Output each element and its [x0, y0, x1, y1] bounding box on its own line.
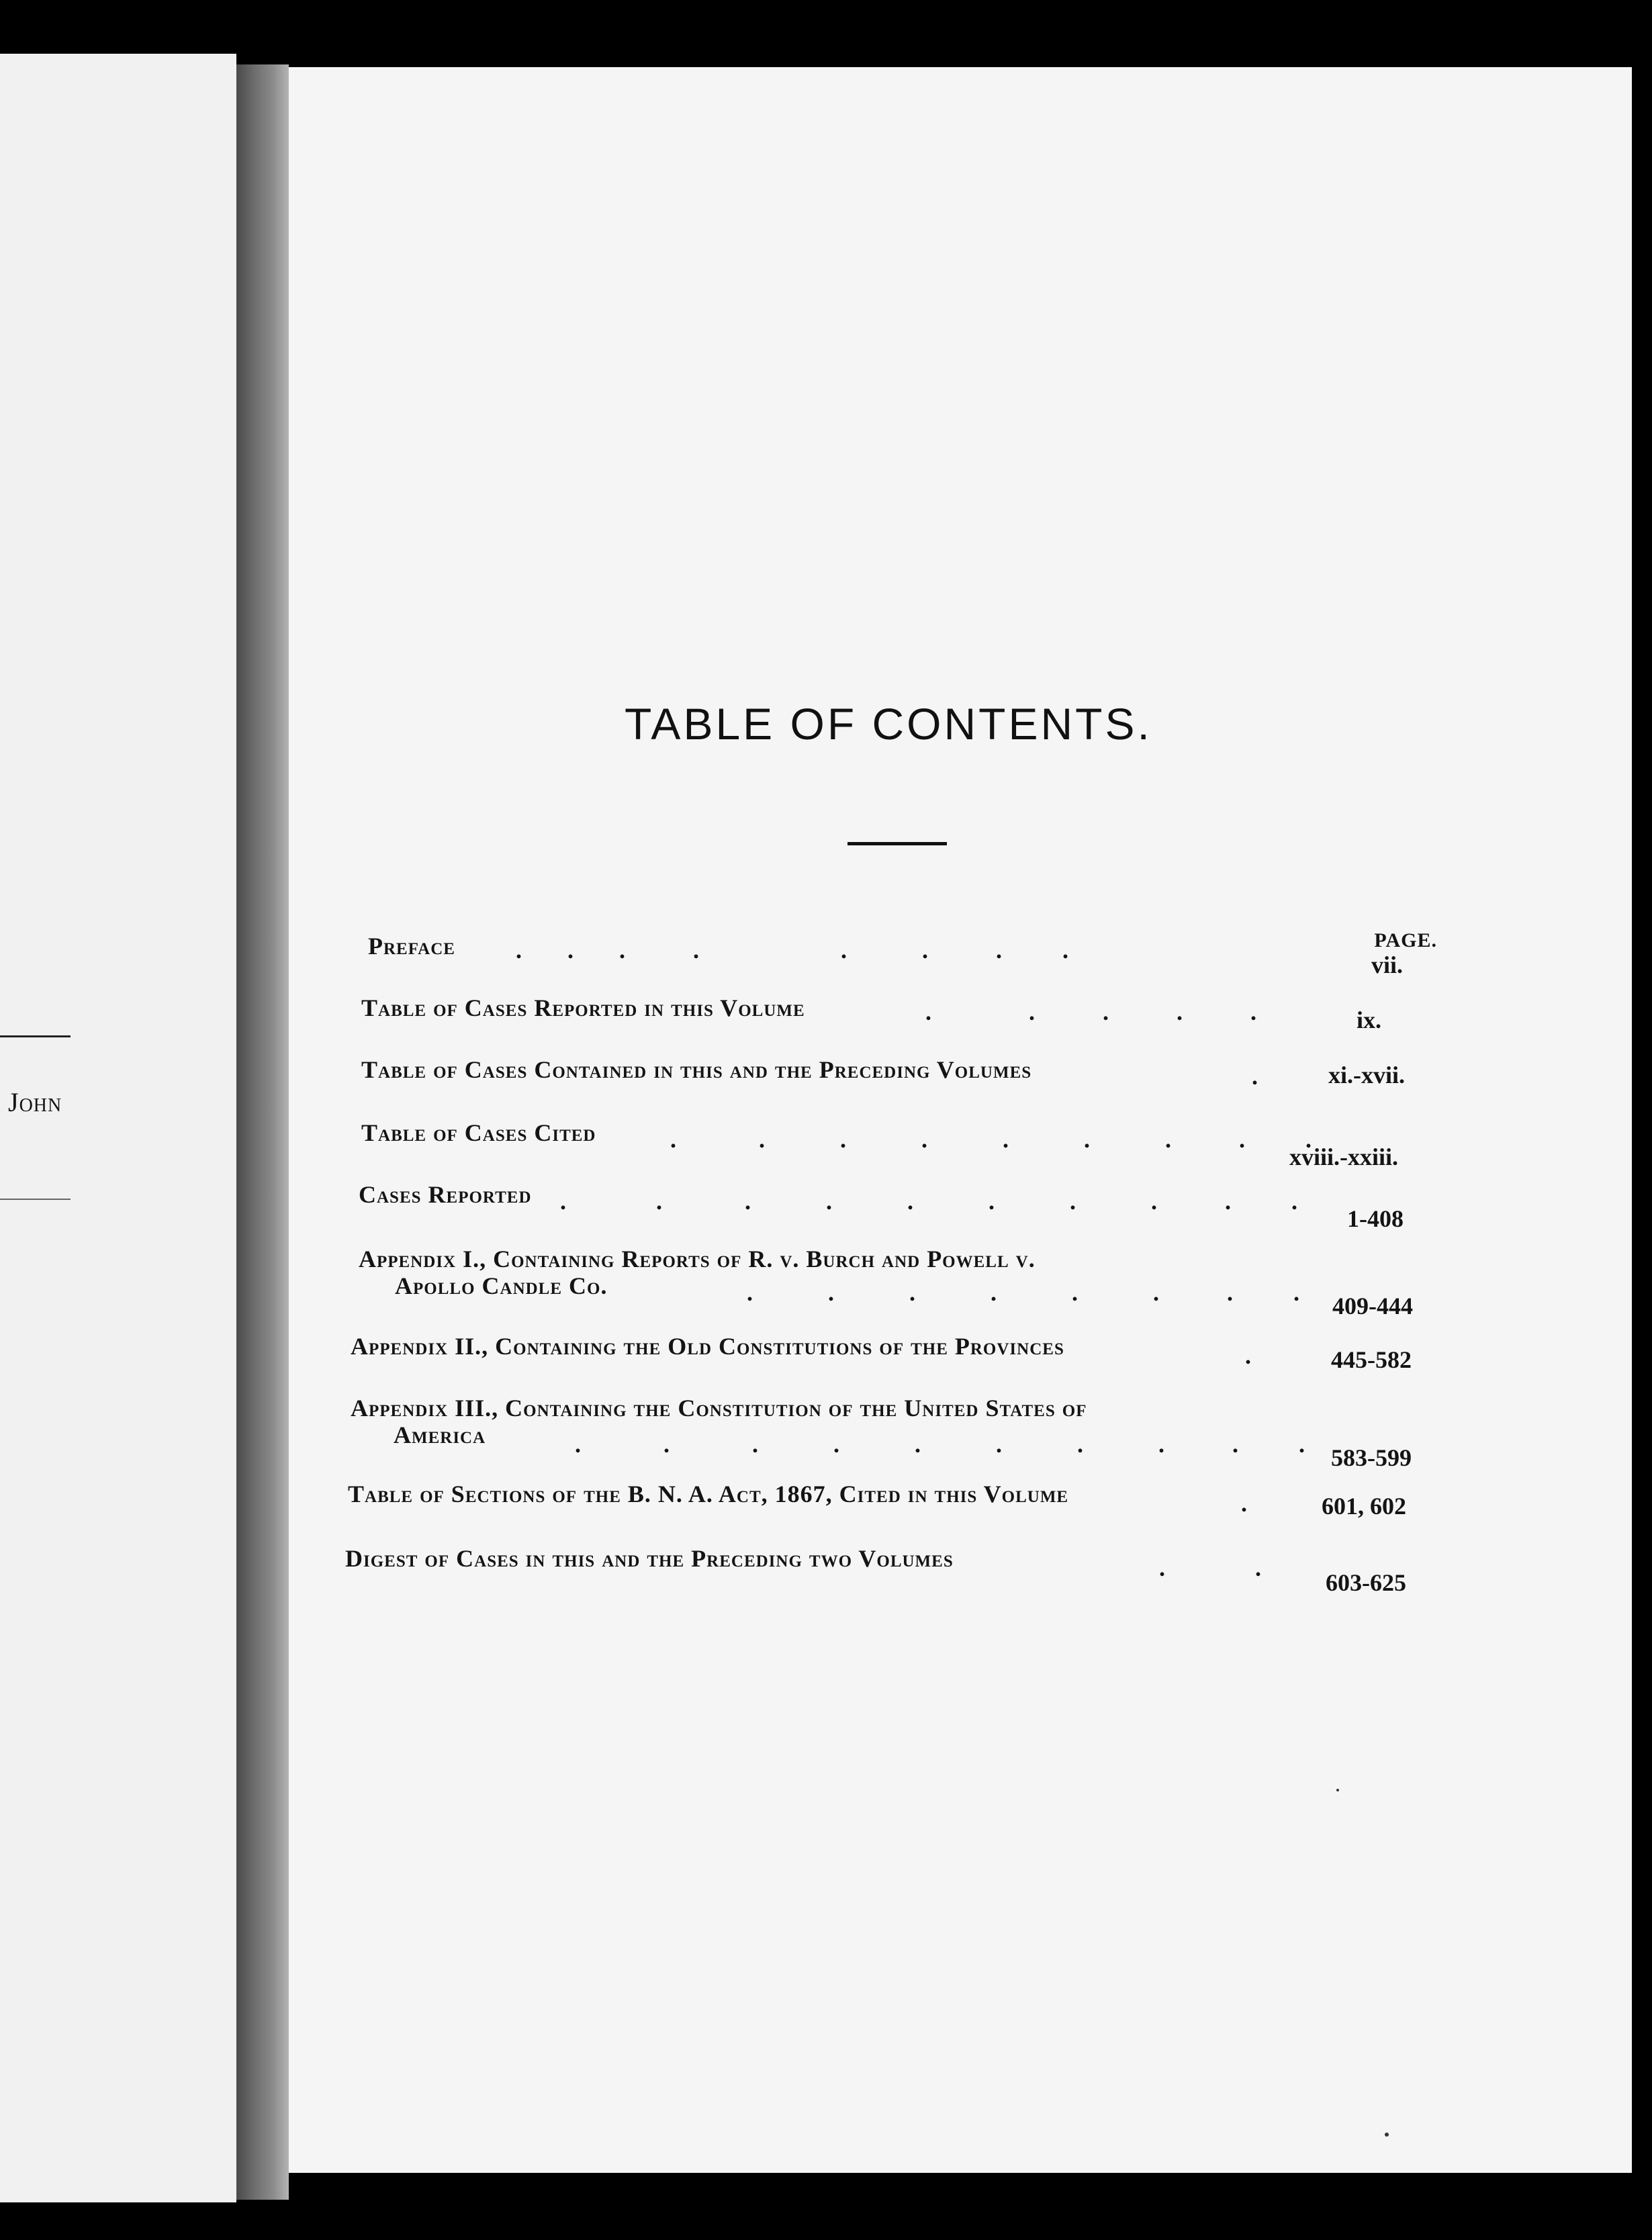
leader-dots: .: [1245, 1342, 1252, 1369]
toc-entry-page: ix.: [1357, 1007, 1382, 1033]
toc-entry-page: xi.-xvii.: [1328, 1062, 1405, 1088]
left-page-fragment: John: [8, 1087, 62, 1117]
toc-entry-label: Preface: [368, 933, 455, 960]
title-divider: [847, 842, 947, 845]
paper-speck: [1385, 2133, 1389, 2137]
toc-entry: [348, 1480, 1416, 1520]
toc-entry-label: Appendix III., Containing the Constitution of the United States of: [351, 1395, 1087, 1421]
leader-dots: . .: [1159, 1554, 1263, 1581]
toc-entry-page: 1-408: [1347, 1205, 1404, 1232]
toc-entry-label-continued: Apollo Candle Co.: [395, 1272, 608, 1299]
paper-speck: [1336, 1789, 1339, 1791]
toc-entry-label-continued: America: [394, 1421, 486, 1448]
leader-dots: . . . . . . . .: [747, 1279, 1301, 1306]
leader-dots: .: [1241, 1490, 1248, 1517]
left-page-rule: [0, 1035, 71, 1037]
toc-entry: [361, 994, 1422, 1034]
page-column-heading: PAGE.: [1374, 929, 1437, 951]
toc-entry: [368, 932, 1429, 978]
toc-entry-page: 603-625: [1326, 1569, 1406, 1596]
leader-dots: . . . . . . . . . .: [560, 1188, 1299, 1215]
book-gutter: [236, 64, 289, 2200]
toc-entry-page: 445-582: [1331, 1346, 1412, 1373]
toc-entry-label: Digest of Cases in this and the Preceding two Volumes: [345, 1545, 954, 1572]
left-page: [0, 54, 236, 2202]
toc-entry: [345, 1544, 1413, 1596]
toc-entry-label: Table of Cases Contained in this and the Preceding Volumes: [361, 1056, 1032, 1083]
toc-entry-page: xviii.-xxiii.: [1289, 1144, 1398, 1170]
toc-entry-label: Table of Sections of the B. N. A. Act, 1867, Cited in this Volume: [348, 1481, 1069, 1507]
scan-border-top: [0, 0, 1652, 54]
toc-entry: [351, 1394, 1418, 1471]
page-title: TABLE OF CONTENTS.: [625, 699, 1152, 749]
toc-entry-label: Cases Reported: [359, 1181, 532, 1208]
toc-entry: [351, 1332, 1418, 1372]
toc-entry-label: Appendix I., Containing Reports of R. v. Burch and Powell v.: [359, 1246, 1036, 1272]
toc-entry: [359, 1180, 1420, 1232]
toc-entry: [361, 1056, 1422, 1096]
toc-entry: [359, 1245, 1420, 1319]
leader-dots: . . . . . . . . .: [670, 1126, 1313, 1153]
toc-entry-page: 409-444: [1332, 1293, 1413, 1319]
toc-entry-page: 601, 602: [1322, 1493, 1406, 1520]
leader-dots: . . . . . . . .: [516, 937, 1070, 964]
toc-entry-label: Table of Cases Cited: [361, 1119, 596, 1146]
leader-dots: . . . . .: [925, 998, 1258, 1025]
toc-entry: [361, 1119, 1422, 1170]
leader-dots: . . . . . . . . . .: [575, 1431, 1306, 1458]
toc-entry-label: Table of Cases Reported in this Volume: [361, 994, 805, 1021]
leader-dots: .: [1252, 1063, 1259, 1090]
toc-entry-page: vii.: [1371, 951, 1404, 978]
toc-entry-label: Appendix II., Containing the Old Constitutions of the Provinces: [351, 1333, 1064, 1360]
left-page-rule: [0, 1199, 71, 1200]
toc-entry-page: 583-599: [1331, 1444, 1412, 1471]
